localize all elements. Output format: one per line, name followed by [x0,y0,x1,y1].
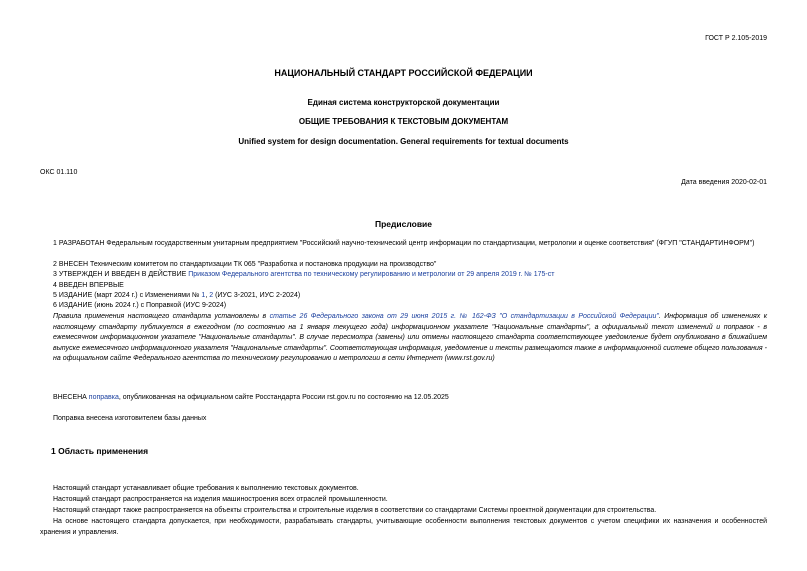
amendment-note-text: ВНЕСЕНА [53,394,89,401]
foreword-item-5-text: 5 ИЗДАНИЕ (март 2024 г.) с Изменениями № [53,292,202,299]
document-code: ГОСТ Р 2.105-2019 [705,35,767,42]
section-1-paragraph-1: Настоящий стандарт устанавливает общие требования к выполнению текстовых документов. [53,485,359,492]
application-rules-text: Правила применения настоящего стандарта установлены в [53,313,270,320]
amendment-2-link[interactable]: 2 [209,292,214,299]
section-1-paragraph-3: Настоящий стандарт также распространяется на объекты строительства и строительные изделия в соответствии со стандартами Системы проектной документации для строительства. [53,507,657,514]
amendment-note-suffix: , опубликованная на официальном сайте Росстандарта России rst.gov.ru по состоянию на 12.05.2025 [118,394,449,401]
database-note: Поправка внесена изготовителем базы данных [53,415,207,422]
approval-order-link[interactable]: Приказом Федерального агентства по техническому регулированию и метрологии от 29 апреля 2019 г. № 175-ст [188,271,555,278]
foreword-item-2: 2 ВНЕСЕН Техническим комитетом по стандартизации ТК 065 "Разработка и постановка продукции на производство" [53,261,437,268]
foreword-item-1: 1 РАЗРАБОТАН Федеральным государственным унитарным предприятием "Российский научно-технический центр информации по стандартизации, метрологии и оценке соответствия" (ФГУП "СТАНДАРТИНФОРМ") [53,240,755,247]
section-1-heading: 1 Область применения [51,446,149,456]
foreword-heading: Предисловие [374,219,433,229]
introduction-date: Дата введения 2020-02-01 [681,179,767,186]
foreword-item-3-text: 3 УТВЕРЖДЕН И ВВЕДЕН В ДЕЙСТВИЕ [53,271,189,278]
system-title: Единая система конструкторской документации [307,98,500,107]
application-rules-suffix: . Информация об изменениях к настоящему стандарту публикуется в ежегодном (по состоянию на 1 января текущего года) информационном указателе "Национальные стандарты", а официальный текст изменений и поправок - в ежемесячном информационном указателе "Национальные стандарты". В случае пересмотра (замены) или отмены настоящего стандарта соответствующее уведомление будет опубликовано в ближайшем выпуске ежемесячного информационного указателя "Национальные стандарты". Соответствующая информация, уведомление и тексты размещаются также в информационной системе общего пользования - на официальном сайте Федерального агентства по техническому регулированию и метрологии в сети Интернет (www.rst.gov.ru) [53,313,767,363]
section-1-paragraph-4: На основе настоящего стандарта допускается, при необходимости, разрабатывать стандарты, учитывающие особенности выполнения текстовых документов с учетом специфики их назначения и особенностей хранения и управления. [40,518,767,536]
document-title: ОБЩИЕ ТРЕБОВАНИЯ К ТЕКСТОВЫМ ДОКУМЕНТАМ [298,117,509,126]
foreword-item-4: 4 ВВЕДЕН ВПЕРВЫЕ [53,282,124,289]
standard-title: НАЦИОНАЛЬНЫЙ СТАНДАРТ РОССИЙСКОЙ ФЕДЕРАЦИИ [274,68,533,78]
amendment-note [53,393,767,404]
foreword-item-5-suffix: (ИУС 3-2021, ИУС 2-2024) [213,292,301,299]
application-rules-paragraph [53,312,767,365]
amendment-1-link[interactable]: 1 [201,292,206,299]
oks-code: ОКС 01.110 [40,169,78,176]
english-title: Unified system for design documentation. General requirements for textual documents [238,137,569,146]
foreword-item-5-sep: , [205,292,210,299]
foreword-item-6: 6 ИЗДАНИЕ (июнь 2024 г.) с Поправкой (ИУС 9-2024) [53,302,227,309]
foreword-item-3 [53,270,767,281]
section-1-paragraph-2: Настоящий стандарт распространяется на изделия машиностроения всех отраслей промышленности. [53,496,388,503]
foreword-item-5 [53,291,767,302]
federal-law-link[interactable]: статье 26 Федерального закона от 29 июня 2015 г. № 162-ФЗ "О стандартизации в Российской Федерации" [269,313,659,320]
amendment-link[interactable]: поправка [88,394,119,401]
